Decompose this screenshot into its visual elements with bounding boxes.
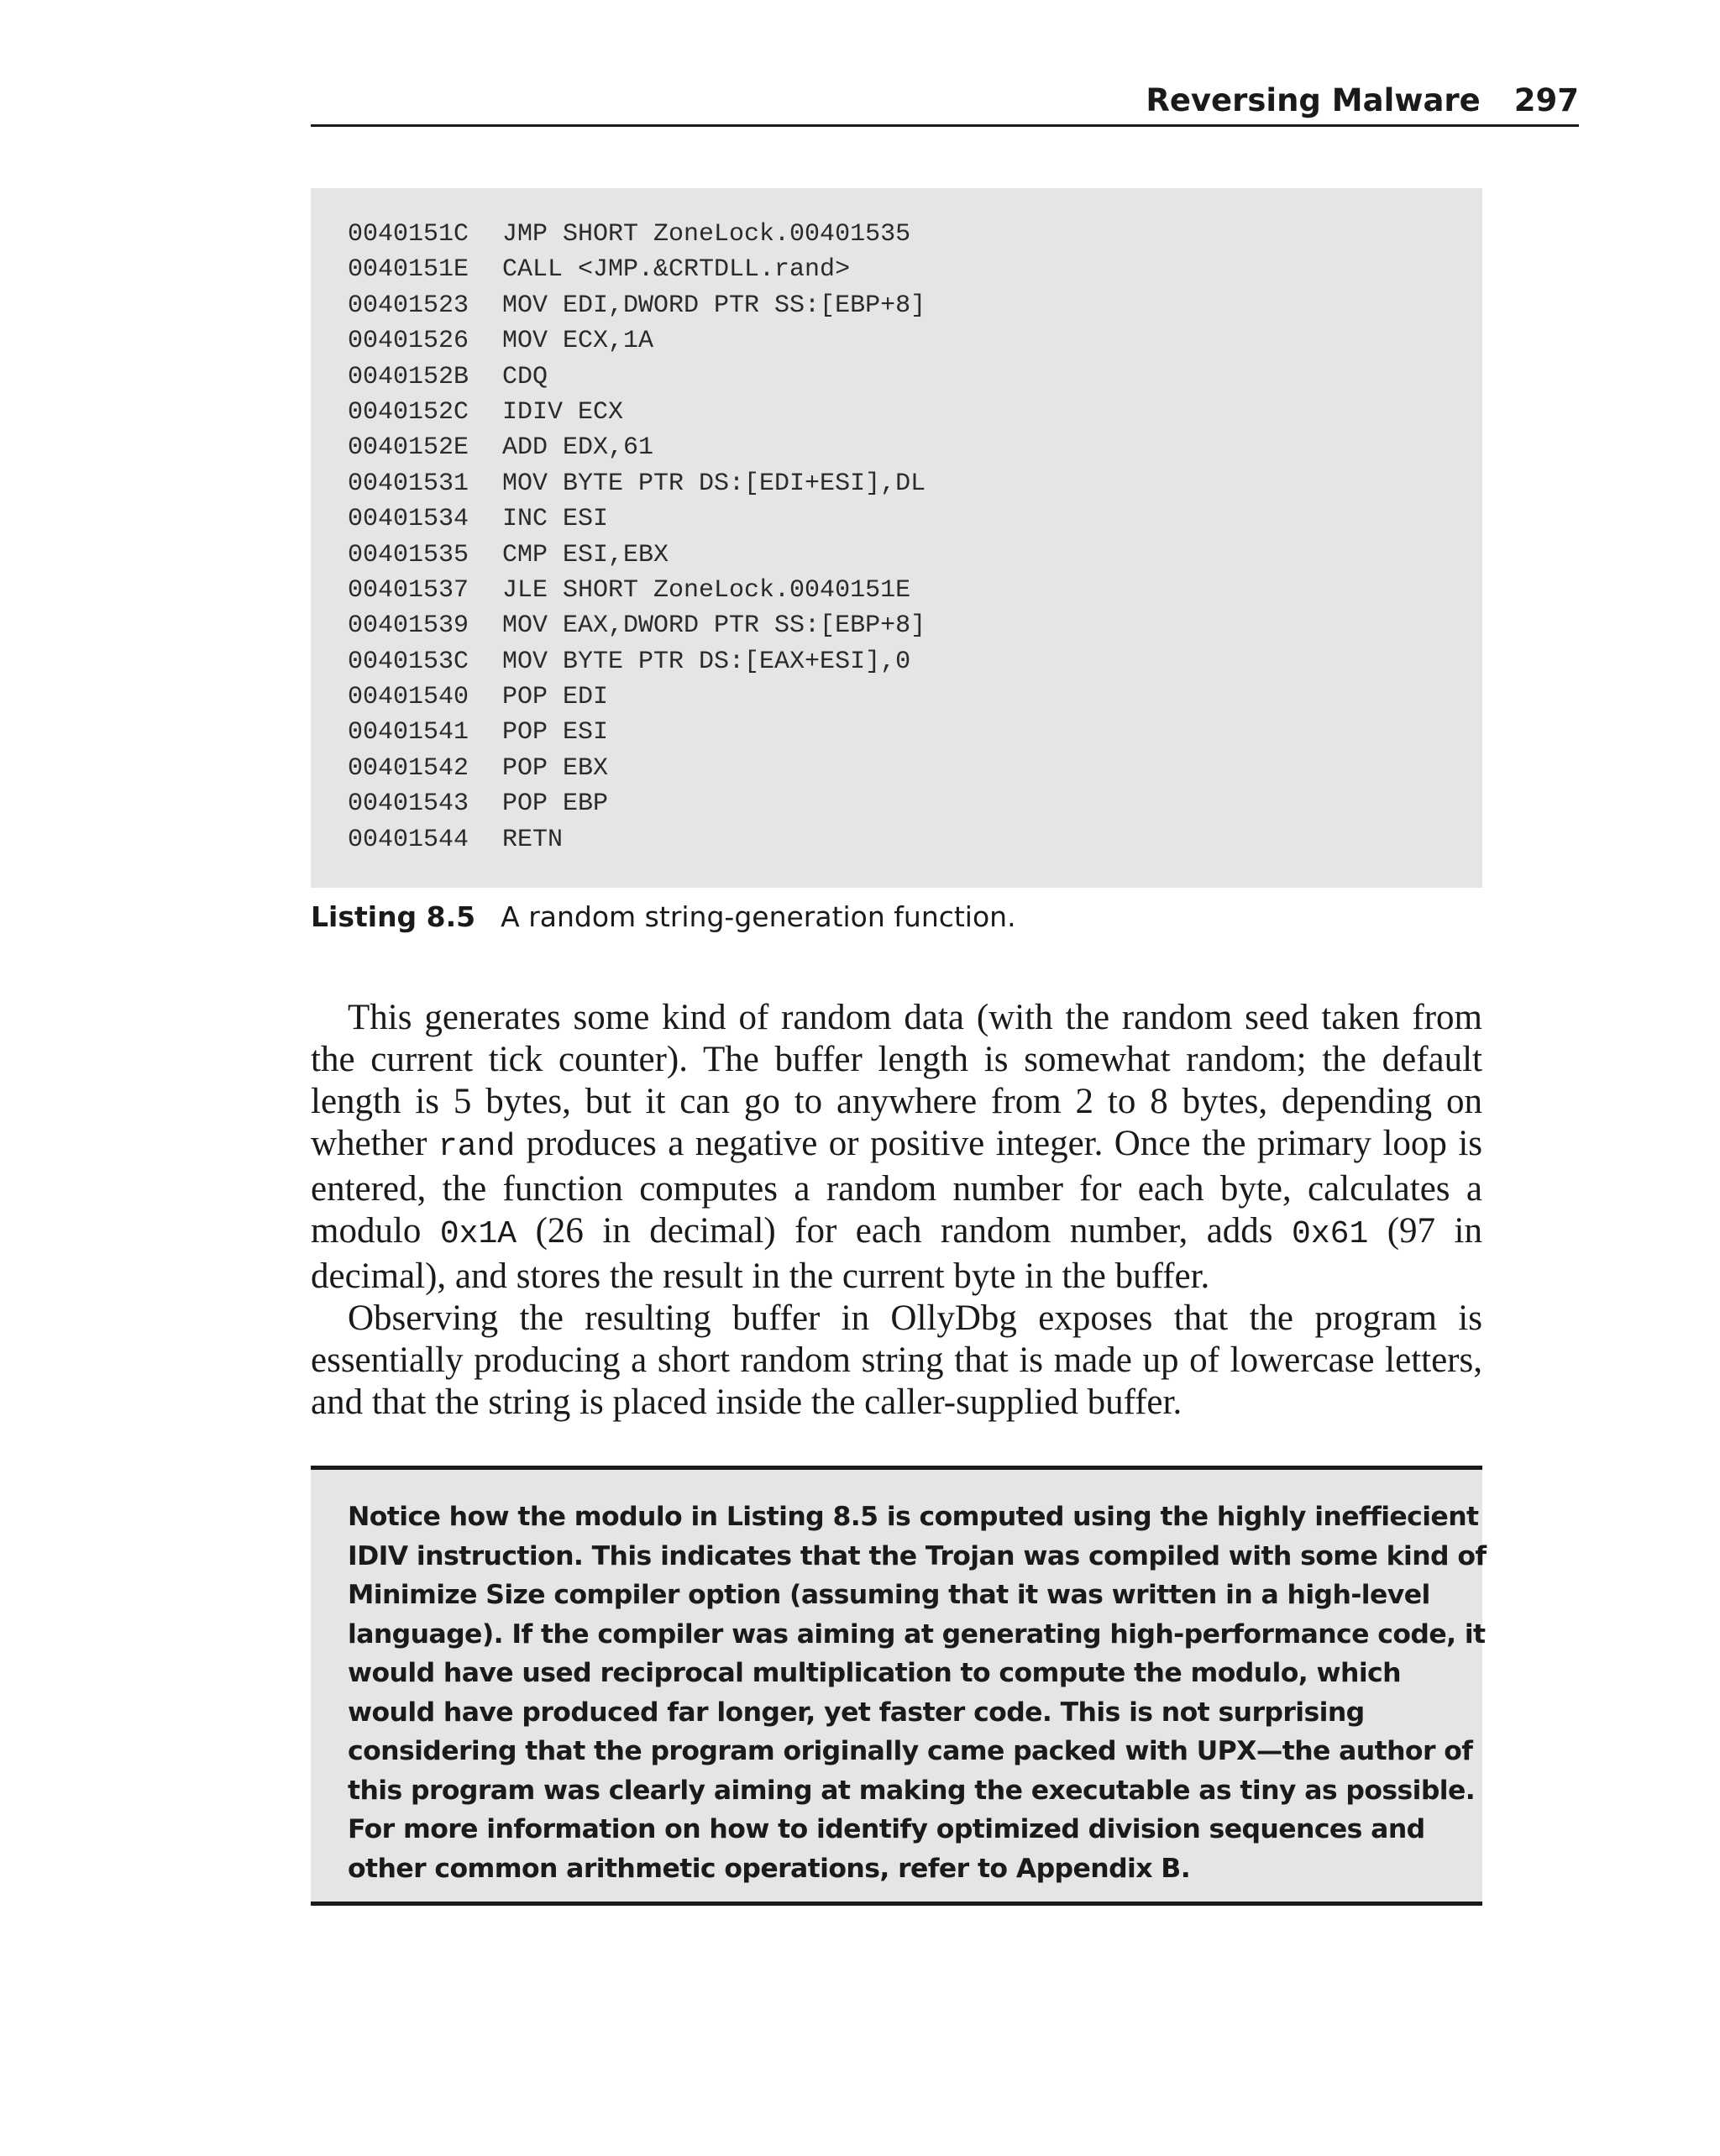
note-box	[311, 1466, 1487, 1906]
inline-code: 0x1A	[439, 1216, 517, 1252]
running-title: Reversing Malware	[1146, 82, 1481, 118]
code-line	[348, 466, 926, 501]
paragraph-2: Observing the resulting buffer in OllyDbg exposes that the program is essentially producing a short random string that is made up of lowercase letters, and that the string is placed inside the caller-supplied buffer.	[311, 1298, 1482, 1422]
code-line	[348, 359, 926, 395]
code-address: 00401540	[348, 683, 469, 712]
page-number: 297	[1513, 82, 1579, 118]
code-line	[348, 288, 926, 323]
listing-caption	[311, 896, 1016, 938]
header-text	[1146, 77, 1579, 124]
code-address: 00401541	[348, 718, 469, 748]
note-line: this program was clearly aiming at making the executable as tiny as possible.	[348, 1775, 1476, 1806]
code-instruction: JLE SHORT ZoneLock.0040151E	[502, 575, 911, 605]
code-line	[348, 501, 926, 537]
note-line: For more information on how to identify optimized division sequences and	[348, 1814, 1425, 1844]
note-line: other common arithmetic operations, refer to Appendix B.	[348, 1853, 1191, 1884]
code-address: 00401531	[348, 469, 469, 498]
note-text	[348, 1498, 1487, 1888]
caption-label: Listing 8.5	[311, 900, 476, 933]
code-address: 0040153C	[348, 647, 469, 676]
code-line	[348, 679, 926, 715]
page-header	[311, 77, 1579, 127]
code-instruction: POP ESI	[502, 718, 609, 748]
code-instruction: JMP SHORT ZoneLock.00401535	[502, 220, 911, 249]
code-instruction: MOV BYTE PTR DS:[EAX+ESI],0	[502, 647, 911, 676]
code-line	[348, 751, 926, 786]
note-line: considering that the program originally came packed with UPX—the author of	[348, 1736, 1473, 1766]
code-line	[348, 608, 926, 643]
text-run: produces a negative or positive integer. Once the primary loop is entered, the function computes a random number for each byte, calculates a modulo	[311, 1124, 1482, 1251]
note-line: IDIV instruction. This indicates that the Trojan was compiled with some kind of	[348, 1540, 1487, 1571]
code-instruction: IDIV ECX	[502, 397, 624, 427]
note-line: Notice how the modulo in Listing 8.5 is computed using the highly ineffiecient	[348, 1502, 1479, 1532]
code-address: 00401534	[348, 505, 469, 534]
text-run: (97 in decimal), and stores the result in the current byte in the buffer.	[311, 1211, 1482, 1296]
code-line	[348, 217, 926, 252]
inline-code: rand	[438, 1129, 516, 1165]
code-line	[348, 573, 926, 608]
code-line	[348, 252, 926, 287]
code-instruction: MOV BYTE PTR DS:[EDI+ESI],DL	[502, 469, 926, 498]
code-line	[348, 395, 926, 430]
code-address: 00401537	[348, 575, 469, 605]
code-instruction: CDQ	[502, 362, 548, 391]
code-instruction: CMP ESI,EBX	[502, 540, 669, 569]
code-address: 0040151E	[348, 255, 469, 285]
note-line: Minimize Size compiler option (assuming that it was written in a high-level	[348, 1580, 1430, 1610]
code-instruction: ADD EDX,61	[502, 433, 654, 463]
code-address: 0040152B	[348, 362, 469, 391]
code-line	[348, 538, 926, 573]
code-instruction: MOV EAX,DWORD PTR SS:[EBP+8]	[502, 611, 926, 641]
code-address: 00401542	[348, 753, 469, 783]
code-instruction: POP EBX	[502, 753, 609, 783]
text-run: This generates some kind of random data (with the random seed taken from the current tick counter). The buffer length is somewhat random; the default length is 5 bytes, but it can go to anywhere from 2 to 8 bytes, depending on whether	[311, 998, 1482, 1163]
code-instruction: MOV ECX,1A	[502, 327, 654, 356]
code-instruction: POP EBP	[502, 789, 609, 819]
inline-code: 0x61	[1292, 1216, 1369, 1252]
code-address: 00401543	[348, 789, 469, 819]
code-address: 0040152C	[348, 397, 469, 427]
code-address: 00401544	[348, 825, 469, 854]
code-line	[348, 822, 926, 858]
code-instruction: INC ESI	[502, 505, 609, 534]
note-line: language). If the compiler was aiming at generating high-performance code, it	[348, 1618, 1486, 1650]
code-line	[348, 323, 926, 359]
body-text	[311, 997, 1482, 1424]
text-run: (26 in decimal) for each random number, adds	[517, 1211, 1293, 1251]
code-line	[348, 430, 926, 465]
caption-text: A random string-generation function.	[501, 900, 1016, 933]
code-instruction: RETN	[502, 825, 564, 854]
code-listing	[311, 188, 1482, 888]
code-instruction: POP EDI	[502, 683, 609, 712]
code-address: 0040151C	[348, 220, 469, 249]
paragraph-1	[311, 997, 1482, 1298]
code-address: 00401539	[348, 611, 469, 641]
code-line	[348, 786, 926, 821]
code-line	[348, 715, 926, 750]
code-address: 00401526	[348, 327, 469, 356]
code-lines	[348, 217, 926, 858]
code-address: 00401523	[348, 291, 469, 320]
code-address: 0040152E	[348, 433, 469, 463]
code-address: 00401535	[348, 540, 469, 569]
note-line: would have used reciprocal multiplication to compute the modulo, which	[348, 1658, 1401, 1688]
code-instruction: MOV EDI,DWORD PTR SS:[EBP+8]	[502, 291, 926, 320]
code-line	[348, 644, 926, 679]
note-line: would have produced far longer, yet faster code. This is not surprising	[348, 1697, 1365, 1728]
code-instruction: CALL <JMP.&CRTDLL.rand>	[502, 255, 851, 285]
